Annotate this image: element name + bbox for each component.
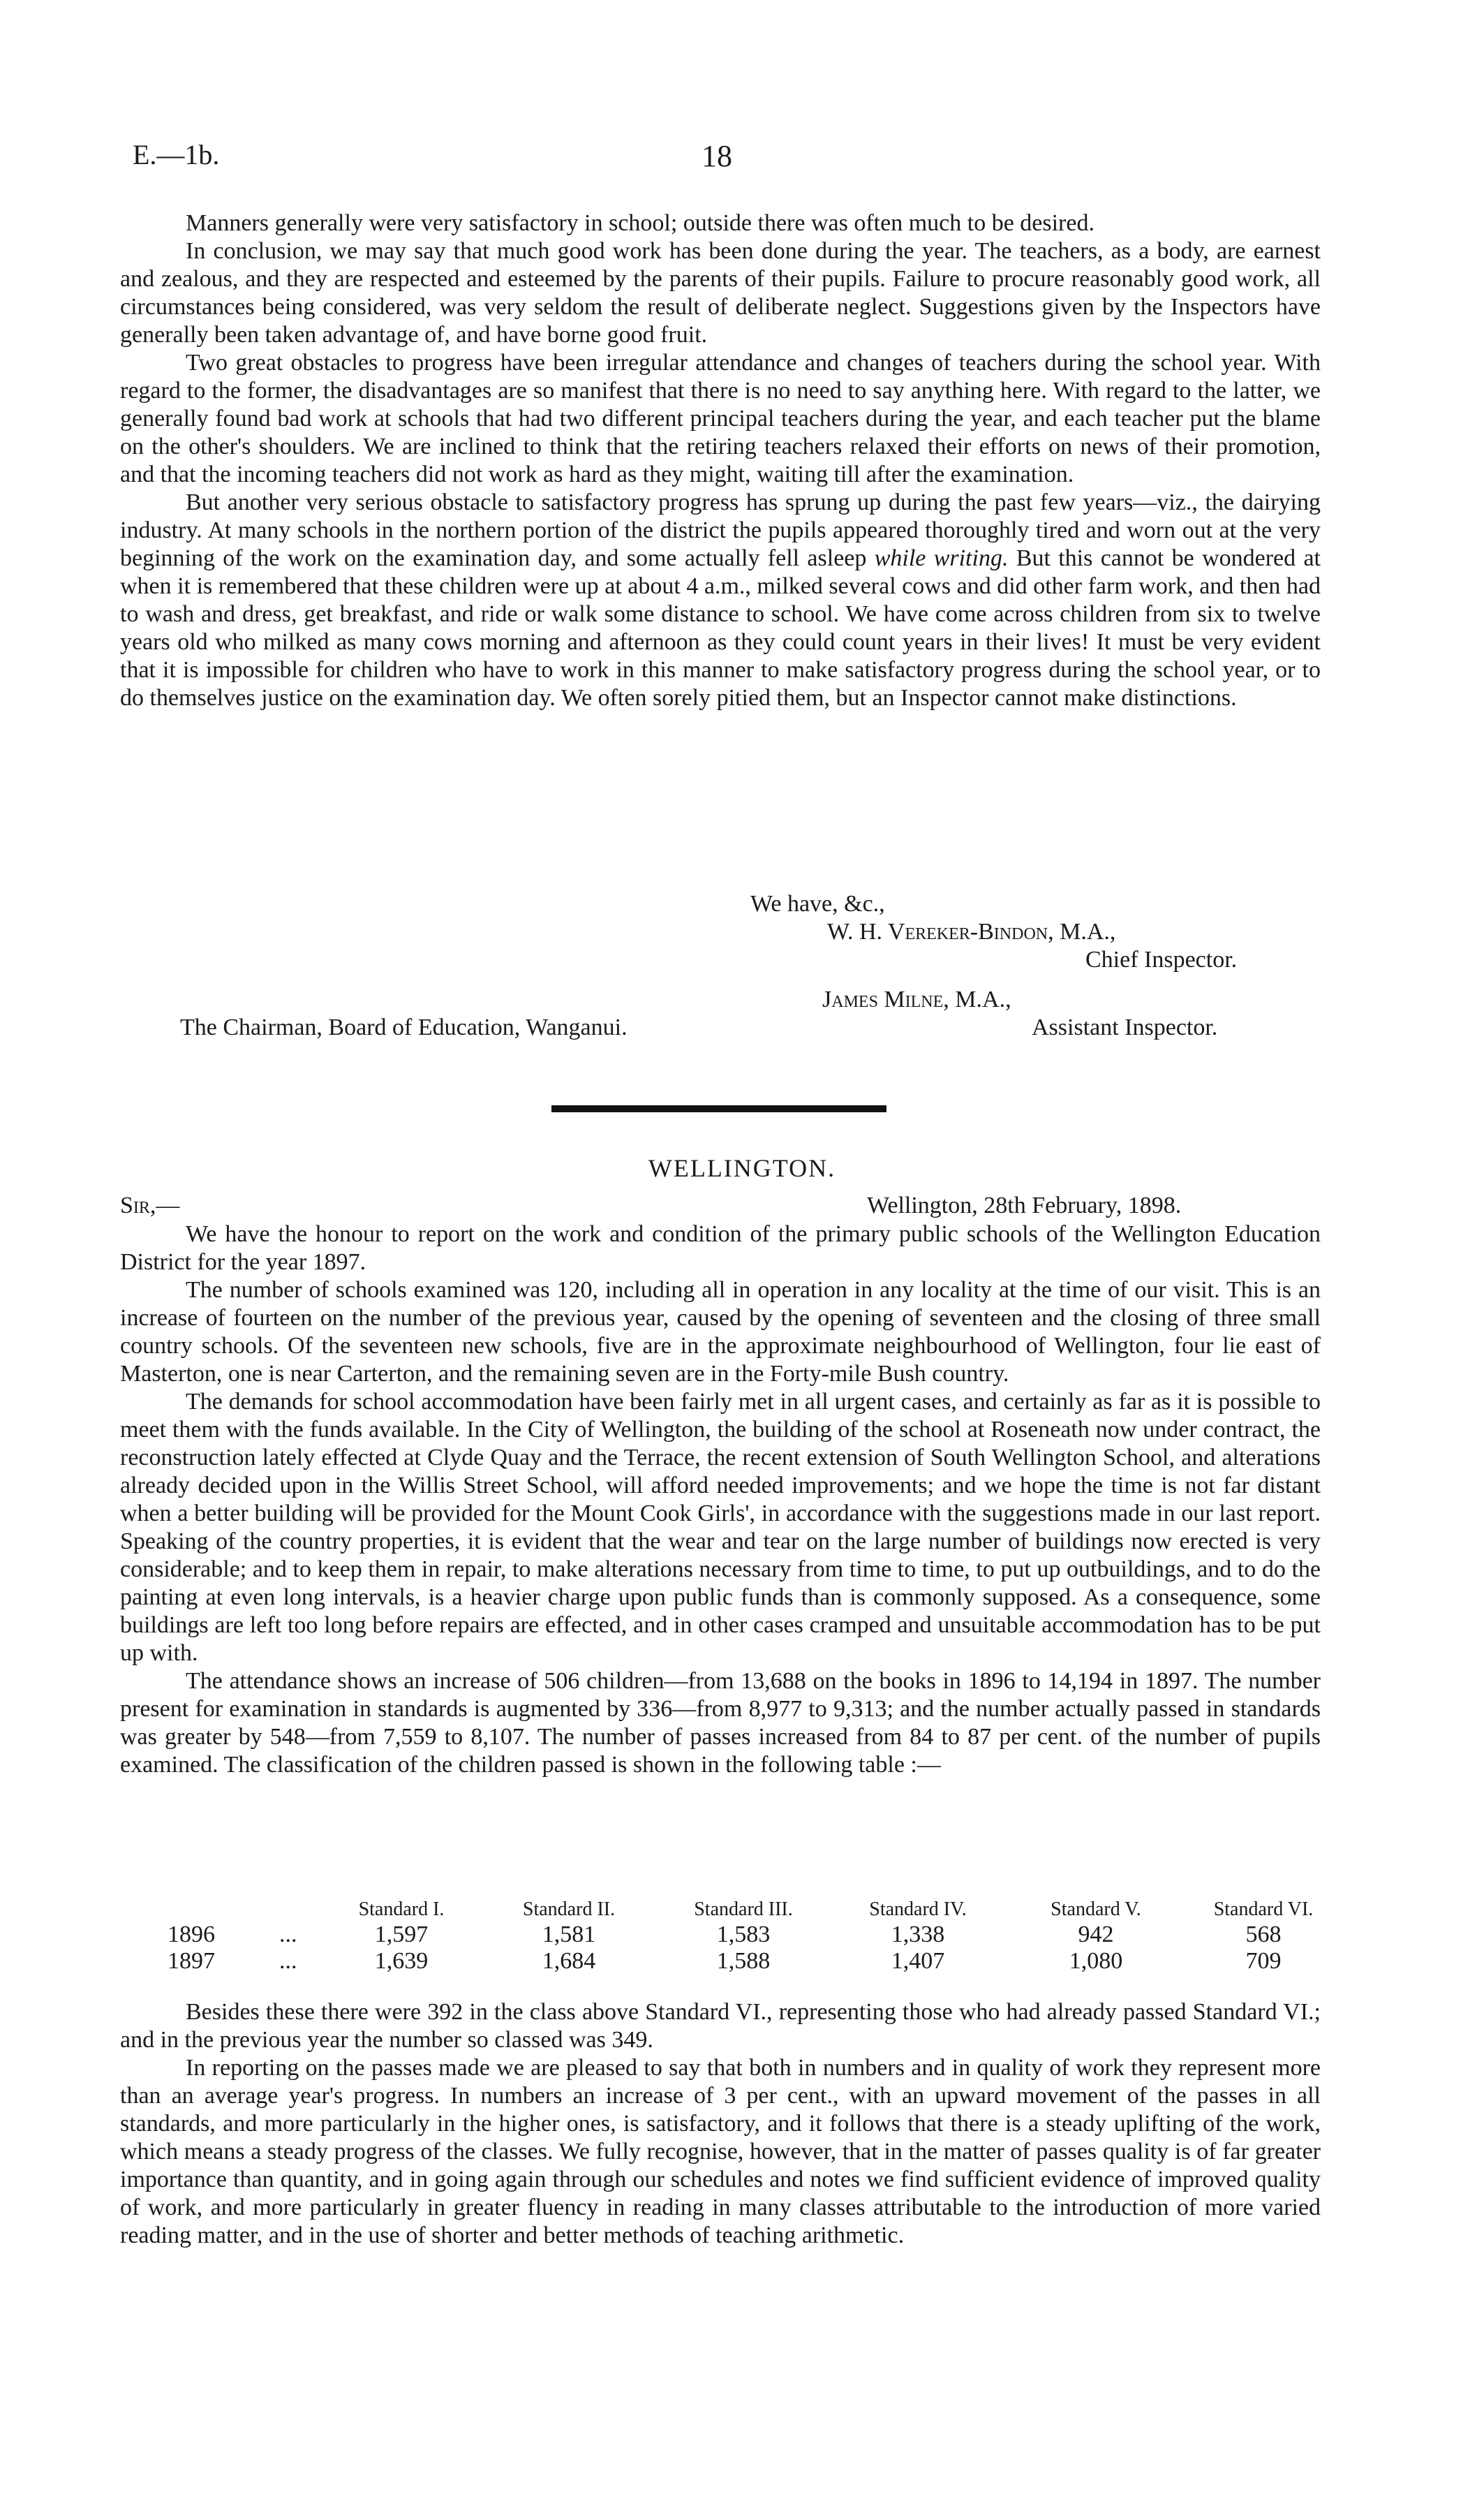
paragraph [120,489,1321,712]
paragraph-text: But another very serious obstacle to satisfactory progress has sprung up during the past few years—viz., the dairying industry. At many schools in the northern portion of the district the pupils appeared thoroughly tired and worn out at the very beginning of the work on the examination day, and some actually fell asleep [120,489,1321,571]
section-divider [551,1105,886,1112]
signatory-name-assistant: James Milne, M.A., [822,987,1011,1012]
table-cell: 1,597 [374,1922,429,1947]
page-number: 18 [702,139,732,173]
table-cell: 1,583 [716,1922,771,1947]
column-header: Standard VI. [1213,1898,1314,1920]
table-cell: 1,684 [542,1948,596,1974]
column-header: Standard IV. [869,1898,967,1920]
table-cell: 1,581 [542,1922,596,1947]
table-header-row [168,1898,1340,1922]
table-cell: 709 [1245,1948,1282,1974]
column-header: Standard I. [358,1898,445,1920]
parliamentary-paper-ref: E.—1b. [133,139,220,170]
standards-table [168,1898,1340,1975]
table-cell: 1,338 [891,1922,945,1947]
row-year: 1896 [168,1922,215,1947]
table-row [168,1948,1340,1975]
paragraph-text: But this cannot be wondered at when it is remembered that these children were up at about 4 a.m., milked several cows and did other farm work, and then had to wash and dress, get breakfast, and ride or walk some distance to school. We have come across children from six to twelve years old who milked as many cows morning and afternoon as they could count years in their lives! It must be very evident that it is impossible for children who have to work in this manner to make satisfactory progress during the school year, or to do themselves justice on the examination day. We often sorely pitied them, but an Inspector cannot make distinctions. [120,545,1321,711]
paragraph: The number of schools examined was 120, including all in operation in any locality at the time of our visit. This is an increase of fourteen on the number of the previous year, caused by the opening of seventeen and the closing of three small country schools. Of the seventeen new schools, five are in the approximate neighbourhood of Wellington, four lie east of Masterton, one is near Carterton, and the remaining seven are in the Forty-mile Bush country. [120,1277,1321,1387]
addressee: The Chairman, Board of Education, Wanganui. [180,1015,628,1040]
paragraph: The attendance shows an increase of 506 children—from 13,688 on the books in 1896 to 14,194 in 1897. The number present for examination in standards is augmented by 336—from 8,977 to 9,313; and the number actually passed in standards was greater by 548—from 7,559 to 8,107. The number of passes increased from 84 to 87 per cent. of the number of pupils examined. The classification of the children passed is shown in the following table :— [120,1668,1321,1778]
column-header: Standard III. [694,1898,793,1920]
dateline: Wellington, 28th February, 1898. [867,1193,1182,1218]
section-title: WELLINGTON. [648,1154,836,1182]
column-header: Standard V. [1051,1898,1141,1920]
report-conclusion-text [120,209,1321,712]
paragraph: Two great obstacles to progress have been irregular attendance and changes of teachers during the school year. With regard to the former, the disadvantages are so manifest that there is no need to say anything here. With regard to the latter, we generally found bad work at schools that had two different principal teachers during the year, and each teacher put the blame on the other's shoulders. We are inclined to think that the retiring teachers relaxed their efforts on news of their promotion, and that the incoming teachers did not work as hard as they might, waiting till after the examination. [120,350,1321,487]
wellington-report-continued [120,1998,1321,2250]
table-cell: 1,639 [374,1948,429,1974]
table-cell: 1,080 [1069,1948,1123,1974]
signatory-title-chief: Chief Inspector. [1085,947,1238,973]
table-cell: 942 [1078,1922,1114,1947]
salutation: Sir,— [120,1193,180,1218]
paragraph: Besides these there were 392 in the class above Standard VI., representing those who had already passed Standard VI.; and in the previous year the number so classed was 349. [120,1999,1321,2053]
italic-phrase: while writing. [874,545,1009,571]
signatory-name-chief: W. H. Vereker-Bindon, M.A., [827,919,1116,945]
paragraph: In conclusion, we may say that much good work has been done during the year. The teachers, as a body, are earnest and zealous, and they are respected and esteemed by the parents of their pupils. Failure to procure reasonably good work, all circumstances being considered, was very seldom the result of deliberate neglect. Suggestions given by the Inspectors have generally been taken advantage of, and have borne good fruit. [120,238,1321,348]
table-cell: 568 [1245,1922,1282,1947]
table-row [168,1922,1340,1948]
row-year: 1897 [168,1948,215,1974]
paragraph: We have the honour to report on the work and condition of the primary public schools of the Wellington Education District for the year 1897. [120,1221,1321,1275]
signatory-title-assistant: Assistant Inspector. [1032,1015,1218,1040]
wellington-report-text [120,1220,1321,1779]
column-header: Standard II. [522,1898,616,1920]
table-cell: 1,407 [891,1948,945,1974]
leader-dots: ... [279,1922,297,1947]
paragraph: In reporting on the passes made we are pleased to say that both in numbers and in quality of work they represent more than an average year's progress. In numbers an increase of 3 per cent., with an upward movement of the passes in all standards, and more particularly in the higher ones, is satisfactory, and it follows that there is a steady uplifting of the work, which means a steady progress of the classes. We fully recognise, however, that in the matter of passes quality is of far greater importance than quantity, and in going again through our schedules and notes we find sufficient evidence of improved quality of work, and more particularly in greater fluency in reading in many classes attributable to the introduction of more varied reading matter, and in the use of shorter and better methods of teaching arithmetic. [120,2055,1321,2248]
paragraph: The demands for school accommodation have been fairly met in all urgent cases, and certainly as far as it is possible to meet them with the funds available. In the City of Wellington, the building of the school at Roseneath now under contract, the reconstruction lately effected at Clyde Quay and the Terrace, the recent extension of South Wellington School, and alterations already decided upon in the Willis Street School, will afford needed improvements; and we hope the time is not far distant when a better building will be provided for the Mount Cook Girls', in accordance with the suggestions made in our last report. Speaking of the country properties, it is evident that the wear and tear on the large number of buildings now erected is very considerable; and to keep them in repair, to make alterations necessary from time to time, to put up outbuildings, and to do the painting at even long intervals, is a heavier charge upon public funds than is commonly supposed. As a consequence, some buildings are left too long before repairs are effected, and in other cases cramped and unsuitable accommodation has to be put up with. [120,1389,1321,1666]
leader-dots: ... [279,1948,297,1974]
signature-closing: We have, &c., [750,891,885,917]
page-header [0,138,1484,180]
paragraph: Manners generally were very satisfactory in school; outside there was often much to be desired. [186,210,1095,236]
table-cell: 1,588 [716,1948,771,1974]
